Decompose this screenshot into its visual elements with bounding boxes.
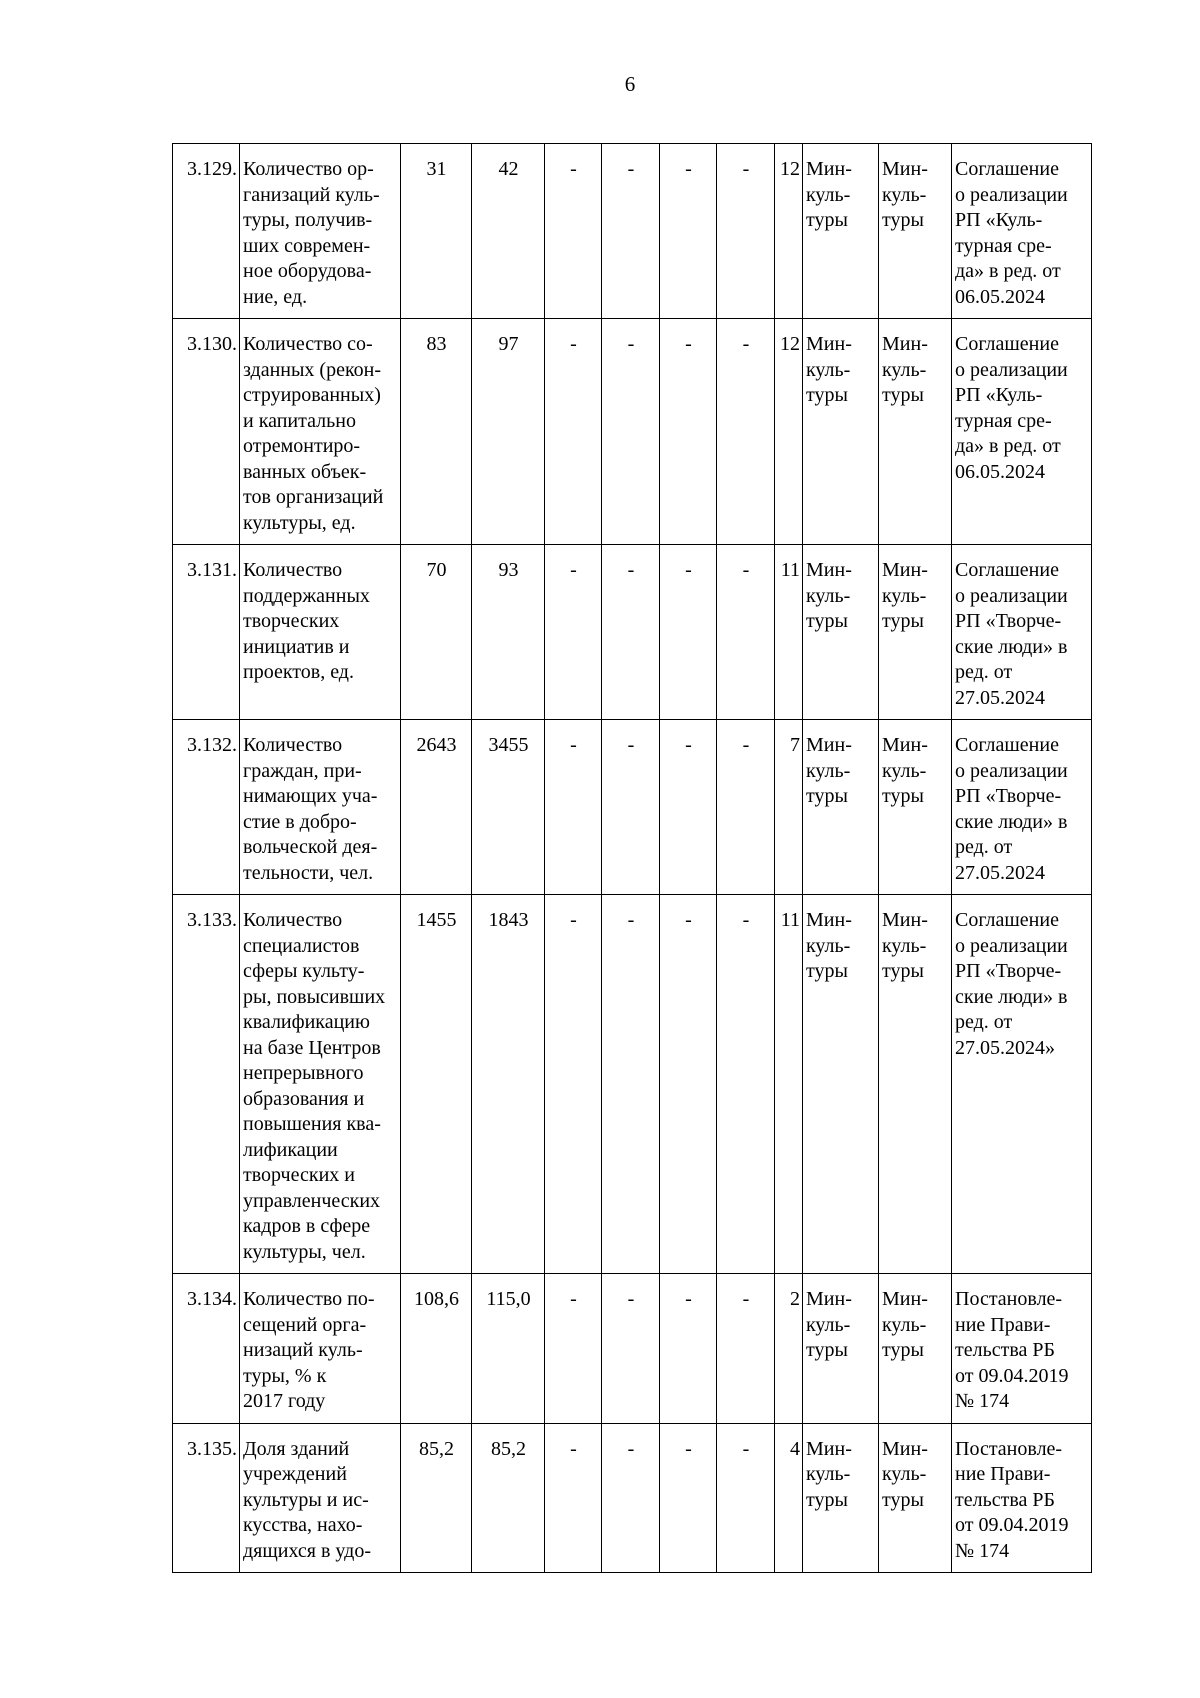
text-line: РП «Куль-	[955, 384, 1043, 406]
indicator-name	[240, 895, 401, 1274]
text-line: тельства РБ	[955, 1339, 1055, 1361]
text-line: тельности, чел.	[243, 861, 374, 884]
text-line: тельства РБ	[955, 1488, 1055, 1511]
text-line: тов организаций	[243, 486, 384, 508]
text-line: 27.05.2024	[955, 686, 1045, 709]
code-cell: 12	[775, 144, 803, 319]
text-line: Мин-	[806, 158, 852, 180]
text-line: куль-	[882, 584, 927, 607]
text-line: управленческих	[243, 1189, 381, 1212]
text-line: на базе Центров	[243, 1036, 381, 1059]
text-line: туры	[882, 785, 924, 807]
text-line: туры	[882, 1488, 924, 1511]
text-line: поддержанных	[243, 584, 370, 607]
text-line: туры, % к	[243, 1364, 327, 1387]
text-line: Мин-	[882, 158, 928, 180]
text-line: Доля зданий	[243, 1437, 350, 1460]
table-row	[173, 1423, 1092, 1573]
text-line: куль-	[806, 934, 851, 957]
value-cell: -	[717, 720, 775, 895]
text-line: ние Прави-	[955, 1313, 1051, 1336]
text-line: № 174	[955, 1539, 1010, 1562]
text-line: Количество	[243, 734, 343, 756]
legal-basis	[952, 1274, 1092, 1424]
text-line: Количество ор-	[243, 158, 374, 180]
indicator-name	[240, 545, 401, 720]
text-line: куль-	[806, 759, 851, 782]
text-line: о реализации	[955, 934, 1068, 957]
text-line: 27.05.2024»	[955, 1036, 1055, 1059]
value-cell: -	[602, 545, 660, 720]
co-executor	[879, 720, 952, 895]
text-line: турная сре-	[955, 409, 1052, 432]
text-line: ганизаций куль-	[243, 183, 380, 206]
text-line: дящихся в удо-	[243, 1539, 371, 1562]
text-line: кусства, нахо-	[243, 1514, 363, 1536]
co-executor	[879, 1274, 952, 1424]
value-cell: -	[545, 1274, 602, 1424]
text-line: куль-	[882, 358, 927, 381]
text-line: туры	[882, 209, 924, 231]
text-line: Соглашение	[955, 734, 1059, 756]
text-line: ших современ-	[243, 234, 371, 257]
text-line: сещений орга-	[243, 1313, 367, 1336]
row-number: 3.135.	[173, 1423, 240, 1573]
text-line: учреждений	[243, 1463, 347, 1485]
text-line: туры, получив-	[243, 209, 373, 231]
text-line: туры	[806, 610, 848, 632]
legal-basis	[952, 895, 1092, 1274]
text-line: Мин-	[806, 1437, 852, 1460]
responsible-executor	[803, 1423, 879, 1573]
text-line: ванных объек-	[243, 460, 367, 483]
value-cell: -	[602, 1423, 660, 1573]
text-line: вольческой дея-	[243, 836, 378, 858]
responsible-executor	[803, 895, 879, 1274]
value-cell: -	[545, 1423, 602, 1573]
text-line: РП «Творче-	[955, 610, 1062, 632]
text-line: о реализации	[955, 584, 1068, 607]
responsible-executor	[803, 319, 879, 545]
text-line: Количество со-	[243, 333, 373, 355]
text-line: туры	[882, 384, 924, 406]
text-line: куль-	[882, 1463, 927, 1485]
text-line: да» в ред. от	[955, 435, 1061, 457]
text-line: и капитально	[243, 409, 356, 432]
table-row	[173, 545, 1092, 720]
text-line: ские люди» в	[955, 635, 1068, 658]
value-cell: -	[660, 319, 717, 545]
value-cell: -	[545, 545, 602, 720]
text-line: Постановле-	[955, 1288, 1063, 1310]
text-line: туры	[806, 960, 848, 982]
text-line: лификации	[243, 1138, 338, 1161]
legal-basis	[952, 319, 1092, 545]
base-value: 2643	[401, 720, 472, 895]
row-number: 3.133.	[173, 895, 240, 1274]
legal-basis	[952, 545, 1092, 720]
text-line: Мин-	[806, 1288, 852, 1310]
responsible-executor	[803, 545, 879, 720]
value-cell: -	[717, 1274, 775, 1424]
row-number: 3.130.	[173, 319, 240, 545]
text-line: туры	[806, 384, 848, 406]
co-executor	[879, 319, 952, 545]
table-row	[173, 720, 1092, 895]
value-cell: -	[660, 1423, 717, 1573]
target-value: 3455	[472, 720, 545, 895]
value-cell: -	[545, 319, 602, 545]
text-line: культуры и ис-	[243, 1488, 369, 1511]
target-value: 97	[472, 319, 545, 545]
target-value: 93	[472, 545, 545, 720]
text-line: ние, ед.	[243, 285, 308, 308]
text-line: ские люди» в	[955, 985, 1068, 1008]
row-number: 3.132.	[173, 720, 240, 895]
value-cell: -	[602, 895, 660, 1274]
co-executor	[879, 895, 952, 1274]
text-line: ред. от	[955, 661, 1013, 683]
indicator-name	[240, 720, 401, 895]
text-line: о реализации	[955, 183, 1068, 206]
text-line: Количество	[243, 559, 343, 581]
value-cell: -	[660, 895, 717, 1274]
text-line: образования и	[243, 1087, 365, 1110]
indicator-name	[240, 1274, 401, 1424]
value-cell: -	[602, 1274, 660, 1424]
text-line: проектов, ед.	[243, 661, 354, 683]
code-cell: 11	[775, 545, 803, 720]
code-cell: 4	[775, 1423, 803, 1573]
text-line: Мин-	[882, 1437, 928, 1460]
target-value: 42	[472, 144, 545, 319]
text-line: куль-	[806, 183, 851, 206]
text-line: куль-	[882, 934, 927, 957]
value-cell: -	[545, 895, 602, 1274]
text-line: туры	[806, 1339, 848, 1361]
base-value: 70	[401, 545, 472, 720]
text-line: творческих и	[243, 1164, 355, 1186]
text-line: куль-	[882, 759, 927, 782]
text-line: повышения ква-	[243, 1113, 381, 1135]
co-executor	[879, 1423, 952, 1573]
text-line: № 174	[955, 1390, 1010, 1412]
text-line: туры	[882, 960, 924, 982]
text-line: Соглашение	[955, 333, 1059, 355]
text-line: ное оборудова-	[243, 260, 372, 282]
table-row	[173, 319, 1092, 545]
base-value: 1455	[401, 895, 472, 1274]
table-row	[173, 1274, 1092, 1424]
value-cell: -	[602, 319, 660, 545]
text-line: Мин-	[806, 333, 852, 355]
value-cell: -	[717, 144, 775, 319]
text-line: Соглашение	[955, 158, 1059, 180]
responsible-executor	[803, 144, 879, 319]
text-line: ры, повысивших	[243, 985, 386, 1008]
text-line: стие в добро-	[243, 810, 357, 833]
text-line: непрерывного	[243, 1062, 364, 1084]
text-line: квалификацию	[243, 1011, 370, 1033]
target-value: 115,0	[472, 1274, 545, 1424]
code-cell: 11	[775, 895, 803, 1274]
value-cell: -	[602, 144, 660, 319]
value-cell: -	[660, 1274, 717, 1424]
text-line: Мин-	[806, 559, 852, 581]
value-cell: -	[717, 545, 775, 720]
indicators-table	[172, 143, 1092, 1573]
text-line: Количество	[243, 909, 343, 931]
value-cell: -	[660, 720, 717, 895]
co-executor	[879, 545, 952, 720]
text-line: Мин-	[882, 1288, 928, 1310]
text-line: туры	[882, 1339, 924, 1361]
legal-basis	[952, 1423, 1092, 1573]
responsible-executor	[803, 1274, 879, 1424]
indicator-name	[240, 319, 401, 545]
text-line: РП «Творче-	[955, 960, 1062, 982]
text-line: граждан, при-	[243, 759, 362, 782]
text-line: ред. от	[955, 1011, 1013, 1033]
table-body	[173, 144, 1092, 1573]
text-line: куль-	[806, 1463, 851, 1485]
value-cell: -	[717, 895, 775, 1274]
text-line: туры	[806, 1488, 848, 1511]
text-line: сферы культу-	[243, 960, 365, 982]
value-cell: -	[660, 545, 717, 720]
responsible-executor	[803, 720, 879, 895]
text-line: о реализации	[955, 759, 1068, 782]
text-line: культуры, ед.	[243, 511, 356, 534]
text-line: Мин-	[882, 734, 928, 756]
text-line: куль-	[806, 358, 851, 381]
text-line: турная сре-	[955, 234, 1052, 257]
text-line: куль-	[806, 1313, 851, 1336]
value-cell: -	[545, 720, 602, 895]
target-value: 85,2	[472, 1423, 545, 1573]
text-line: РП «Творче-	[955, 785, 1062, 807]
value-cell: -	[717, 319, 775, 545]
text-line: куль-	[806, 584, 851, 607]
text-line: 27.05.2024	[955, 861, 1045, 884]
text-line: низаций куль-	[243, 1339, 363, 1361]
text-line: Мин-	[882, 909, 928, 931]
row-number: 3.129.	[173, 144, 240, 319]
text-line: Мин-	[882, 333, 928, 355]
row-number: 3.131.	[173, 545, 240, 720]
legal-basis	[952, 144, 1092, 319]
text-line: зданных (рекон-	[243, 358, 382, 381]
text-line: ние Прави-	[955, 1463, 1051, 1485]
text-line: Мин-	[806, 909, 852, 931]
text-line: о реализации	[955, 358, 1068, 381]
legal-basis	[952, 720, 1092, 895]
code-cell: 7	[775, 720, 803, 895]
text-line: туры	[882, 610, 924, 632]
value-cell: -	[602, 720, 660, 895]
text-line: Количество по-	[243, 1288, 375, 1310]
base-value: 85,2	[401, 1423, 472, 1573]
base-value: 83	[401, 319, 472, 545]
base-value: 31	[401, 144, 472, 319]
text-line: туры	[806, 785, 848, 807]
text-line: инициатив и	[243, 635, 350, 658]
text-line: туры	[806, 209, 848, 231]
text-line: Соглашение	[955, 909, 1059, 931]
text-line: 06.05.2024	[955, 460, 1045, 483]
text-line: отремонтиро-	[243, 435, 361, 457]
text-line: нимающих уча-	[243, 785, 378, 807]
text-line: да» в ред. от	[955, 260, 1061, 282]
text-line: Мин-	[806, 734, 852, 756]
base-value: 108,6	[401, 1274, 472, 1424]
text-line: ред. от	[955, 836, 1013, 858]
table-row	[173, 895, 1092, 1274]
value-cell: -	[660, 144, 717, 319]
text-line: специалистов	[243, 934, 360, 957]
value-cell: -	[717, 1423, 775, 1573]
text-line: Постановле-	[955, 1437, 1063, 1460]
target-value: 1843	[472, 895, 545, 1274]
text-line: ские люди» в	[955, 810, 1068, 833]
text-line: 2017 году	[243, 1390, 326, 1412]
text-line: от 09.04.2019	[955, 1364, 1069, 1387]
row-number: 3.134.	[173, 1274, 240, 1424]
text-line: куль-	[882, 1313, 927, 1336]
text-line: Соглашение	[955, 559, 1059, 581]
co-executor	[879, 144, 952, 319]
text-line: культуры, чел.	[243, 1240, 366, 1263]
page-number: 6	[624, 72, 636, 96]
text-line: кадров в сфере	[243, 1215, 371, 1237]
code-cell: 12	[775, 319, 803, 545]
table-row	[173, 144, 1092, 319]
code-cell: 2	[775, 1274, 803, 1424]
text-line: от 09.04.2019	[955, 1514, 1069, 1536]
text-line: струированных)	[243, 384, 381, 406]
indicator-name	[240, 144, 401, 319]
text-line: куль-	[882, 183, 927, 206]
text-line: РП «Куль-	[955, 209, 1043, 231]
value-cell: -	[545, 144, 602, 319]
text-line: Мин-	[882, 559, 928, 581]
indicator-name	[240, 1423, 401, 1573]
text-line: 06.05.2024	[955, 285, 1045, 308]
text-line: творческих	[243, 610, 340, 632]
